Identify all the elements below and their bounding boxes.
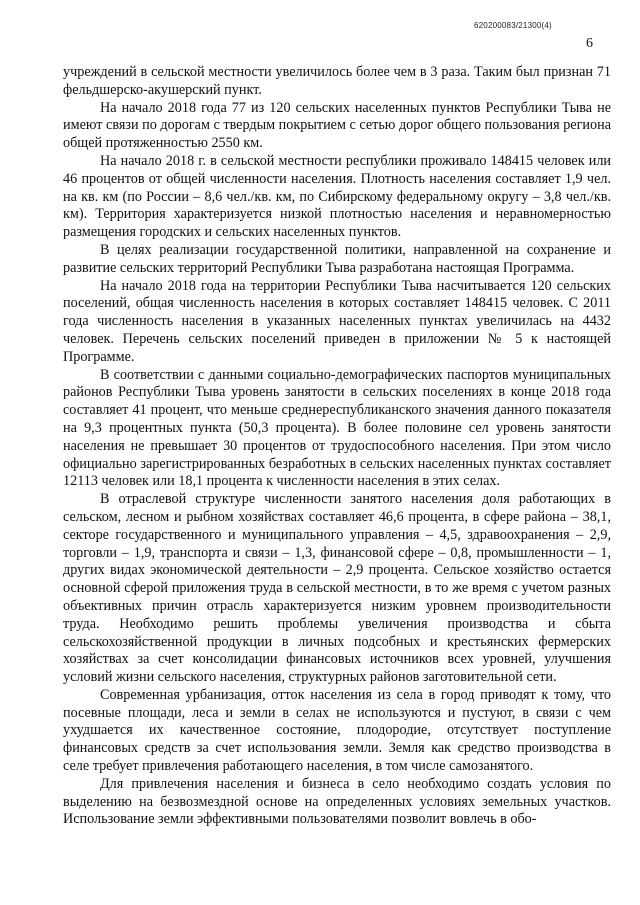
paragraph-2: На начало 2018 года 77 из 120 сельских населенных пунктов Республики Тыва не имеют связи по дорогам с твердым покрытием с сетью дорог общего пользования региона общей протяженностью 2550 км. (63, 99, 611, 152)
paragraph-8: Современная урбанизация, отток населения из села в город приводят к тому, что посевные площади, леса и земли в селах не используются и пустуют, в связи с чем ухудшается их качественное состояние, плодородие, отсутствует поступление финансовых средств за счет использования земли. Земля как средство производства в селе требует привлечения работающего населения, в том числе самозанятого. (63, 686, 611, 775)
page-number: 6 (586, 36, 593, 51)
paragraph-4: В целях реализации государственной политики, направленной на сохранение и развитие сельских территорий Республики Тыва разработана настоящая Программа. (63, 241, 611, 276)
paragraph-6: В соответствии с данными социально-демографических паспортов муниципальных районов Республики Тыва уровень занятости в сельских поселениях в конце 2018 года составляет 41 процент, что меньше среднереспубликанского значения данного показателя на 9,3 процентных пункта (50,3 процента). В более половине сел уровень занятости населения не превышает 30 процентов от трудоспособного населения. При этом число официально зарегистрированных безработных в сельских населенных пунктах составляет 12113 человек или 18,1 процента к численности населения в этих селах. (63, 366, 611, 490)
document-body (63, 64, 611, 829)
paragraph-9: Для привлечения населения и бизнеса в село необходимо создать условия по выделению на безвозмездной основе на определенных условиях земельных участков. Использование земли эффективными пользователями позволит вовлечь в обо- (63, 775, 611, 828)
paragraph-7: В отраслевой структуре численности занятого населения доля работающих в сельском, лесном и рыбном хозяйствах составляет 46,6 процента, в сфере района – 38,1, секторе государственного и муниципального управления – 4,5, здравоохранения – 2,9, торговли – 1,9, транспорта и связи – 1,3, финансовой сфере – 0,8, промышленности – 1, других видах экономической деятельности – 2,9 процента. Сельское хозяйство остается основной сферой приложения труда в сельской местности, в то же время с учетом разных объективных причин отрасль характеризуется низким уровнем производительности труда. Необходимо решить проблемы увеличения производства и сбыта сельскохозяйственной продукции в личных подсобных и крестьянских фермерских хозяйствах за счет консолидации финансовых источников всех уровней, улучшения условий жизни сельского населения, структурных районов заготовительной сети. (63, 491, 611, 686)
paragraph-3: На начало 2018 г. в сельской местности республики проживало 148415 человек или 46 процентов от общей численности населения. Плотность населения составляет 1,9 чел. на кв. км (по России – 8,6 чел./кв. км, по Сибирскому федеральному округу – 3,8 чел./кв. км). Территория характеризуется низкой плотностью населения и неравномерностью размещения городских и сельских населенных пунктов. (63, 152, 611, 241)
document-id: 620200083/21300(4) (474, 21, 552, 30)
paragraph-1: учреждений в сельской местности увеличилось более чем в 3 раза. Таким был признан 71 фельдшерско-акушерский пункт. (63, 64, 611, 98)
paragraph-5: На начало 2018 года на территории Республики Тыва насчитывается 120 сельских поселений, общая численность населения в которых составляет 148415 человек. С 2011 года численность населения в указанных населенных пунктах увеличилась на 4432 человек. Перечень сельских поселений приведен в приложении № 5 к настоящей Программе. (63, 277, 611, 365)
